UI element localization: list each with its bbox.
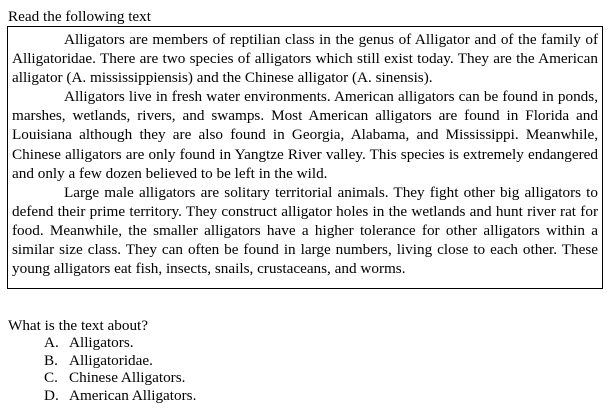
passage-paragraph-3: Large male alligators are solitary territorial animals. They fight other big alligators to defend their prime territory. They construct alligator holes in the wetlands and hunt river rat for food. Meanwhile, the smaller alligators have a higher tolerance for other alligators within a similar size class. They can often be found in large numbers, living close to each other. These young alligators eat fish, insects, snails, crustaceans, and worms. [12,183,598,278]
option-b [44,352,196,370]
option-a-letter: A. [44,334,59,351]
option-b-text: Alligatoridae. [69,351,153,369]
passage-paragraph-1: Alligators are members of reptilian class in the genus of Alligator and of the family of Alligatoridae. There are two species of alligators which still exist today. They are the American alligator (A. mississippiensis) and the Chinese alligator (A. sinensis). [12,31,598,87]
option-c-text: Chinese Alligators. [69,369,186,387]
option-d [44,387,196,405]
option-c [44,369,196,387]
option-a-text: Alligators. [69,334,134,351]
passage-box [7,26,603,289]
question-text: What is the text about? [8,317,149,334]
option-c-letter: C. [44,369,58,387]
answer-options [44,334,196,405]
passage-paragraph-2: Alligators live in fresh water environments. American alligators can be found in ponds, marshes, wetlands, rivers, and swamps. Most American alligators are found in Florida and Louisiana although they are also found in Georgia, Alabama, and Mississippi. Meanwhile, Chinese alligators are only found in Yangtze River valley. This species is extremely endangered and only a few dozen believed to be left in the wild. [12,88,598,182]
option-b-letter: B. [44,351,58,369]
instruction-text: Read the following text [8,8,151,25]
option-d-text: American Alligators. [69,387,197,405]
option-d-letter: D. [44,387,59,405]
option-a [44,334,196,352]
